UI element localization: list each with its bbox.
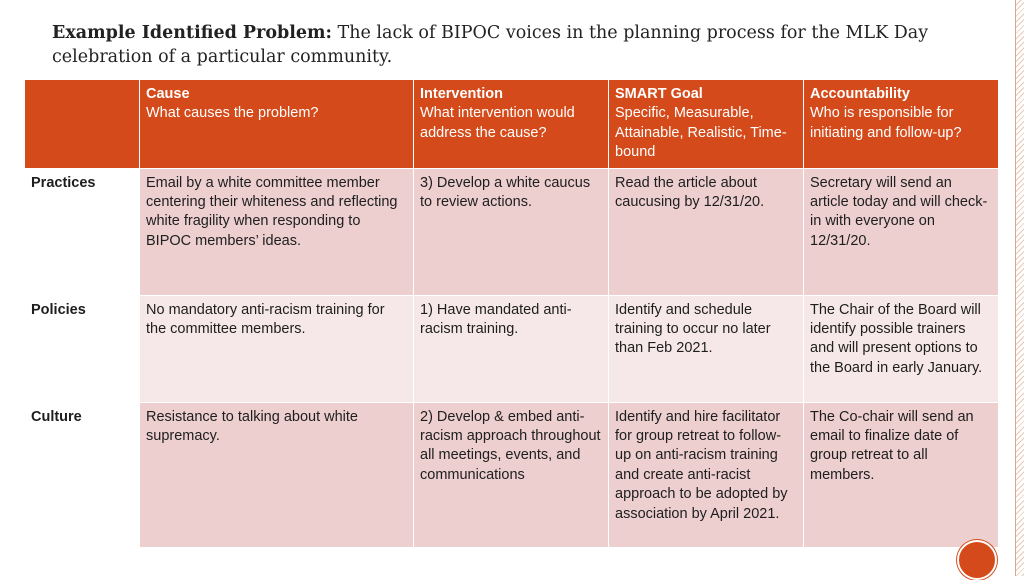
header-accountability-name: Accountability	[810, 86, 910, 102]
problem-text: The lack of BIPOC voices in the planning process for the MLK Day celebration of a particular community.	[52, 23, 929, 67]
table-row-practices	[25, 168, 999, 295]
decorative-border	[1015, 0, 1024, 576]
cell-cause: No mandatory anti-racism training for the committee members.	[140, 295, 414, 402]
header-cause-desc: What causes the problem?	[146, 105, 319, 122]
table-row-policies	[25, 295, 999, 402]
row-label-practices: Practices	[25, 168, 140, 295]
cell-smart-goal: Read the article about caucusing by 12/31/20.	[609, 168, 804, 295]
cell-intervention: 1) Have mandated anti-racism training.	[414, 295, 609, 402]
cell-accountability: The Chair of the Board will identify possible trainers and will present options to the Board in early January.	[804, 295, 999, 402]
cell-intervention: 2) Develop & embed anti-racism approach throughout all meetings, events, and communications	[414, 402, 609, 547]
action-plan-table	[24, 79, 999, 548]
problem-lead: Example Identified Problem:	[52, 23, 332, 43]
header-intervention-name: Intervention	[420, 86, 503, 102]
cell-intervention: 3) Develop a white caucus to review actions.	[414, 168, 609, 295]
cell-accountability: The Co-chair will send an email to finalize date of group retreat to all members.	[804, 402, 999, 547]
header-corner	[25, 80, 140, 169]
header-smart-goal-name: SMART Goal	[615, 86, 703, 102]
header-intervention	[414, 80, 609, 169]
cell-cause: Email by a white committee member centering their whiteness and reflecting white fragility when responding to BIPOC members’ ideas.	[140, 168, 414, 295]
header-smart-goal	[609, 80, 804, 169]
header-intervention-desc: What intervention would address the cause?	[420, 105, 575, 141]
row-label-culture: Culture	[25, 402, 140, 547]
header-cause-name: Cause	[146, 86, 190, 102]
cell-smart-goal: Identify and hire facilitator for group retreat to follow-up on anti-racism training and create anti-racist approach to be adopted by association by April 2021.	[609, 402, 804, 547]
header-accountability	[804, 80, 999, 169]
header-accountability-desc: Who is responsible for initiating and follow-up?	[810, 105, 962, 141]
table-row-culture	[25, 402, 999, 547]
cell-accountability: Secretary will send an article today and will check-in with everyone on 12/31/20.	[804, 168, 999, 295]
slide-badge-icon	[957, 540, 997, 580]
row-label-policies: Policies	[25, 295, 140, 402]
header-smart-goal-desc: Specific, Measurable, Attainable, Realistic, Time-bound	[615, 105, 787, 161]
header-row	[25, 80, 999, 169]
cell-cause: Resistance to talking about white supremacy.	[140, 402, 414, 547]
cell-smart-goal: Identify and schedule training to occur no later than Feb 2021.	[609, 295, 804, 402]
header-cause	[140, 80, 414, 169]
problem-statement	[52, 21, 952, 69]
